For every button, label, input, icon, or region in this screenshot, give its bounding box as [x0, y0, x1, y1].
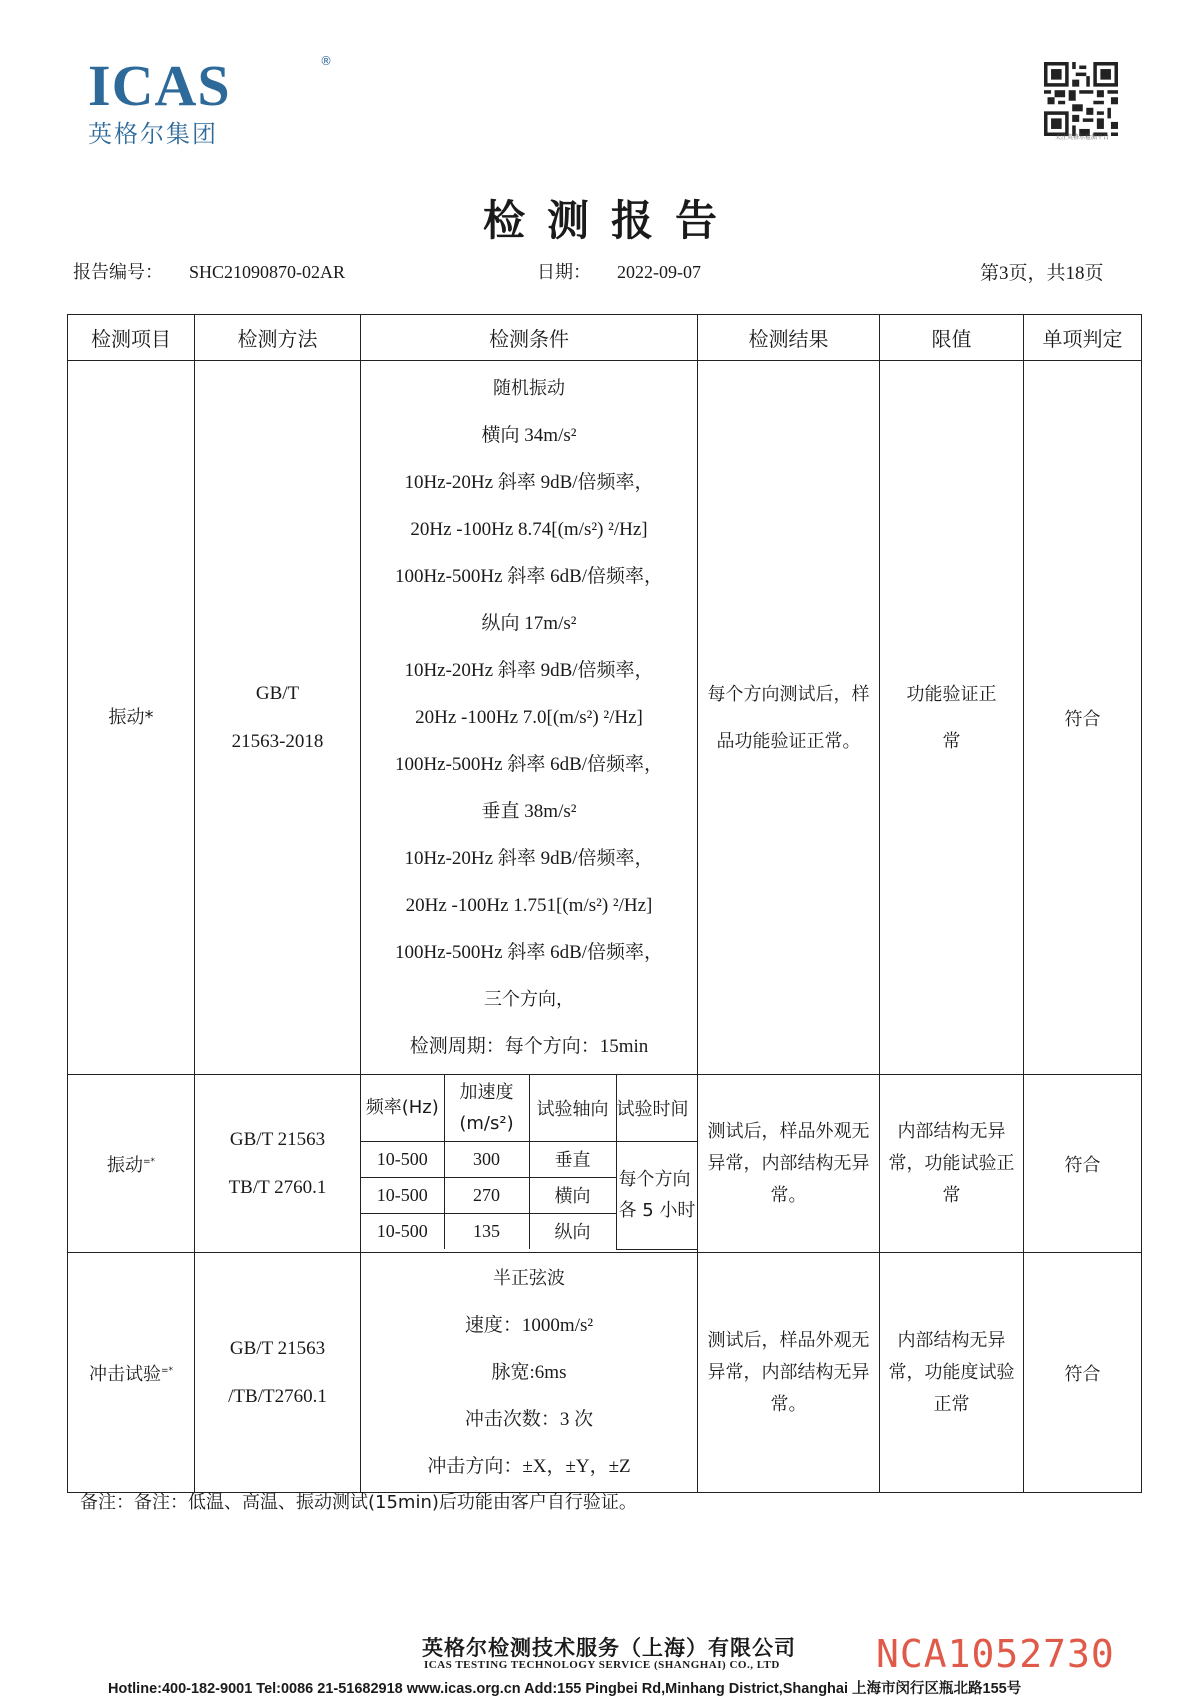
- condition-line: 纵向 17m/s²: [481, 613, 577, 634]
- condition-line: 20Hz -100Hz 7.0[(m/s²) ²/Hz]: [415, 707, 643, 728]
- report-date-value: 2022-09-07: [617, 262, 701, 282]
- row3-conditions: [361, 1253, 698, 1493]
- sub-cell-axis: 垂直: [529, 1141, 616, 1177]
- sub-cell-frequency: 10-500: [361, 1213, 444, 1249]
- logo-subtitle: 英格尔集团: [88, 120, 218, 148]
- sub-header-row: [361, 1075, 698, 1141]
- page-number: 第3页，共18页: [980, 263, 1104, 284]
- report-number-label: 报告编号：: [73, 262, 163, 283]
- condition-line: 20Hz -100Hz 1.751[(m/s²) ²/Hz]: [405, 895, 653, 916]
- sub-cell-acceleration: 270: [444, 1177, 529, 1213]
- row3-item-label: 冲击试验: [88, 1363, 161, 1385]
- row2-verdict: 符合: [1024, 1075, 1142, 1253]
- row1-limit: 功能验证正常: [880, 361, 1024, 1075]
- row2-conditions: [361, 1075, 698, 1253]
- row3-item: [68, 1253, 195, 1493]
- sub-header-frequency: 频率(Hz): [361, 1075, 444, 1141]
- page-title: 检测报告: [482, 196, 739, 245]
- row2-method-line2: TB/T 2760.1: [228, 1176, 327, 1198]
- row3-item-mark: =*: [160, 1365, 174, 1376]
- company-name-cn: 英格尔检测技术服务（上海）有限公司: [422, 1636, 796, 1660]
- sub-row: [361, 1141, 698, 1177]
- condition-line: 半正弦波: [493, 1268, 565, 1289]
- row2-item-label: 振动: [106, 1154, 143, 1176]
- qr-code-icon: [1044, 62, 1118, 136]
- condition-line: 三个方向，: [484, 989, 574, 1010]
- registered-mark: ®: [320, 54, 332, 68]
- logo-brand: ICAS: [88, 53, 231, 118]
- header-test-result: 检测结果: [698, 315, 880, 361]
- condition-line: 10Hz-20Hz 斜率 9dB/倍频率，: [404, 472, 654, 493]
- row1-method: [195, 361, 361, 1075]
- row2-result: 测试后，样品外观无异常，内部结构无异常。: [698, 1075, 880, 1253]
- report-number: [73, 258, 345, 284]
- vibration-sub-table: [361, 1075, 698, 1250]
- remarks: 备注：备注：低温、高温、振动测试(15min)后功能由客户自行验证。: [80, 1492, 637, 1513]
- table-header-row: [68, 315, 1142, 361]
- report-date: [537, 258, 701, 284]
- row3-result: 测试后，样品外观无异常，内部结构无异常。: [698, 1253, 880, 1493]
- row1-method-line2: 21563-2018: [231, 730, 324, 752]
- report-number-value: SHC21090870-02AR: [189, 262, 346, 282]
- row2-item-mark: =*: [142, 1156, 156, 1167]
- table-row: [68, 1075, 1142, 1253]
- sub-cell-axis: 横向: [529, 1177, 616, 1213]
- condition-line: 10Hz-20Hz 斜率 9dB/倍频率，: [404, 660, 654, 681]
- table-row: [68, 1253, 1142, 1493]
- report-date-label: 日期：: [537, 262, 591, 283]
- condition-line: 100Hz-500Hz 斜率 6dB/倍频率，: [394, 942, 664, 963]
- row1-conditions: [361, 361, 698, 1075]
- row2-item: [68, 1075, 195, 1253]
- serial-number: NCA1052730: [876, 1632, 1115, 1676]
- row2-limit: 内部结构无异常，功能试验正常: [880, 1075, 1024, 1253]
- row3-verdict: 符合: [1024, 1253, 1142, 1493]
- row3-limit: 内部结构无异常，功能度试验正常: [880, 1253, 1024, 1493]
- sub-cell-frequency: 10-500: [361, 1177, 444, 1213]
- condition-line: 随机振动: [493, 378, 565, 399]
- sub-cell-acceleration: 135: [444, 1213, 529, 1249]
- row2-method: [195, 1075, 361, 1253]
- contact-info: Hotline:400-182-9001 Tel:0086 21-51682918 www.icas.org.cn Add:155 Pingbei Rd,Minhang District,Shanghai 上海市闵行区瓶北路155号: [108, 1681, 1022, 1697]
- company-name-en: ICAS TESTING TECHNOLOGY SERVICE (SHANGHAI) CO., LTD: [424, 1659, 780, 1671]
- condition-line: 检测周期：每个方向：15min: [409, 1036, 649, 1057]
- sub-cell-frequency: 10-500: [361, 1141, 444, 1177]
- header-limit: 限值: [880, 315, 1024, 361]
- header-test-conditions: 检测条件: [361, 315, 698, 361]
- sub-header-axis: 试验轴向: [529, 1075, 616, 1141]
- test-results-table: [67, 314, 1142, 1493]
- condition-line: 横向 34m/s²: [481, 425, 577, 446]
- condition-line: 冲击方向：±X，±Y，±Z: [427, 1456, 631, 1477]
- condition-line: 脉宽:6ms: [491, 1362, 567, 1383]
- condition-line: 100Hz-500Hz 斜率 6dB/倍频率，: [394, 566, 664, 587]
- condition-line: 100Hz-500Hz 斜率 6dB/倍频率，: [394, 754, 664, 775]
- row3-method-line2: /TB/T2760.1: [228, 1385, 327, 1407]
- sub-cell-duration: 每个方向各 5 小时: [616, 1141, 698, 1249]
- row1-item: 振动*: [68, 361, 195, 1075]
- row1-verdict: 符合: [1024, 361, 1142, 1075]
- condition-line: 10Hz-20Hz 斜率 9dB/倍频率，: [404, 848, 654, 869]
- header-test-method: 检测方法: [195, 315, 361, 361]
- sub-cell-acceleration: 300: [444, 1141, 529, 1177]
- sub-header-acceleration: 加速度(m/s²): [444, 1075, 529, 1141]
- condition-line: 冲击次数：3 次: [464, 1409, 594, 1430]
- company-logo: [88, 53, 332, 149]
- sub-header-duration: 试验时间: [616, 1075, 698, 1141]
- header-verdict: 单项判定: [1024, 315, 1142, 361]
- sub-cell-axis: 纵向: [529, 1213, 616, 1249]
- row3-method: [195, 1253, 361, 1493]
- qr-caption: 关注英格尔检测平台: [1054, 134, 1109, 141]
- header-test-item: 检测项目: [68, 315, 195, 361]
- table-row: [68, 361, 1142, 1075]
- condition-line: 垂直 38m/s²: [481, 801, 577, 822]
- condition-line: 20Hz -100Hz 8.74[(m/s²) ²/Hz]: [410, 519, 648, 540]
- row2-method-line1: GB/T 21563: [229, 1128, 326, 1150]
- condition-line: 速度：1000m/s²: [464, 1315, 594, 1336]
- row1-method-line1: GB/T: [255, 682, 300, 704]
- row1-result: 每个方向测试后，样品功能验证正常。: [698, 361, 880, 1075]
- row3-method-line1: GB/T 21563: [229, 1337, 326, 1359]
